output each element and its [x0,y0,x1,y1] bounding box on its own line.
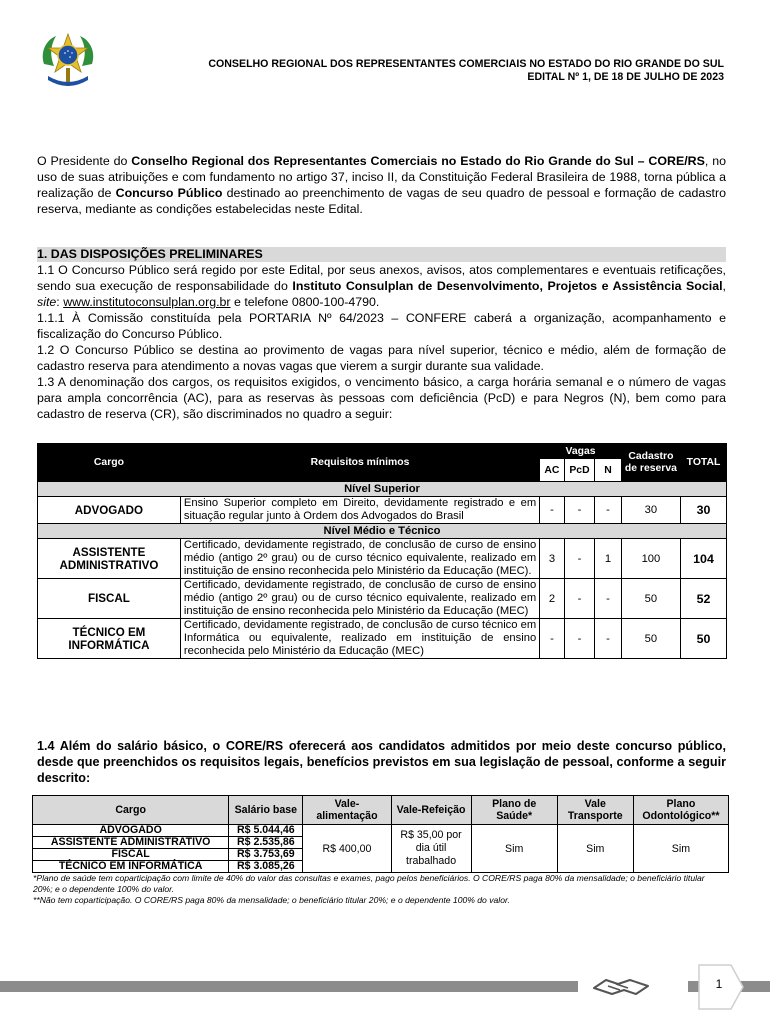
cargo-cell: ADVOGADO [33,825,229,837]
n-cell: - [595,497,622,524]
benefits-table [32,795,729,873]
footnote-dental: **Não tem coparticipação. O CORE/RS paga 80% da mensalidade; o beneficiário titular 20%; e o dependente 100% do valor. [33,895,510,905]
section-body [37,262,726,422]
intro-text: O Presidente do [37,154,132,168]
salary-cell: R$ 3.753,69 [229,849,303,861]
paragraph-1-3: 1.3 A denominação dos cargos, os requisitos exigidos, o vencimento básico, a carga horária semanal e o número de vagas para ampla concorrência (AC), para as reservas às pessoas com deficiência (PcD) e para Negros (N), bem como para cadastro de reserva (CR), são discriminados no quadro a seguir: [37,375,726,421]
total-cell: 52 [681,579,727,619]
intro-paragraph [37,153,726,217]
col-vale-refeicao: Vale-Refeição [391,796,471,825]
table-row [38,579,727,619]
table-row [38,539,727,579]
site-label: site [37,295,57,309]
cargo-cell: ASSISTENTE ADMINISTRATIVO [33,837,229,849]
cargo-cell: TÉCNICO EM INFORMÁTICA [33,861,229,873]
document-header [110,58,724,84]
col-pcd: PcD [564,459,595,482]
vt-cell: Sim [557,825,633,873]
odonto-cell: Sim [633,825,728,873]
header-org-name: CONSELHO REGIONAL DOS REPRESENTANTES COMERCIAIS NO ESTADO DO RIO GRANDE DO SUL [208,58,724,70]
col-vale-alimentacao: Vale-alimentação [303,796,391,825]
pcd-cell: - [564,539,595,579]
level-row: Nível Médio e Técnico [38,524,727,539]
total-cell: 104 [681,539,727,579]
col-n: N [595,459,622,482]
total-cell: 50 [681,619,727,659]
cargo-cell: FISCAL [33,849,229,861]
page-number: 1 [715,977,723,991]
table-row [38,497,727,524]
intro-contest: Concurso Público [115,186,223,200]
ac-cell: 3 [540,539,564,579]
cr-cell: 50 [621,579,680,619]
saude-cell: Sim [471,825,557,873]
ac-cell: - [540,619,564,659]
total-cell: 30 [681,497,727,524]
text: 1.1 O Concurso Público será regido por este Edital, por seus anexos, avisos, atos complementares e eventuais retificações, sendo sua execução de responsabilidade do [37,263,726,293]
col-total: TOTAL [681,444,727,482]
cr-cell: 30 [621,497,680,524]
col-plano-saude: Plano de Saúde* [471,796,557,825]
cargo-cell: TÉCNICO EM INFORMÁTICA [38,619,181,659]
va-cell: R$ 400,00 [303,825,391,873]
col-requisitos: Requisitos mínimos [180,444,539,482]
col-vale-transporte: Vale Transporte [557,796,633,825]
req-cell: Certificado, devidamente registrado, de conclusão de curso de ensino médio (antigo 2º grau) ou de curso técnico equivalente, realizado em instituição de ensino reconhecida pelo Ministério da Educação (MEC). [180,539,539,579]
cargo-cell: ASSISTENTE ADMINISTRATIVO [38,539,181,579]
col-salario: Salário base [229,796,303,825]
req-cell: Certificado, devidamente registrado, de conclusão de curso de ensino médio (antigo 2º grau) ou de curso técnico equivalente, realizado em instituição de ensino reconhecida pelo Ministério da Educação (MEC) [180,579,539,619]
col-cargo: Cargo [33,796,229,825]
footnote-health: *Plano de saúde tem coparticipação com limite de 40% do valor das consultas e exames, pago pelos beneficiários. O CORE/RS paga 80% da mensalidade; o beneficiário titular 20%; e o dependente 100% do valor. [33,873,705,894]
ac-cell: - [540,497,564,524]
vr-cell: R$ 35,00 por dia útil trabalhado [391,825,471,873]
cr-cell: 100 [621,539,680,579]
institute-name: Instituto Consulplan de Desenvolvimento, Projetos e Assistência Social [292,279,723,293]
ac-cell: 2 [540,579,564,619]
coat-of-arms-icon [36,30,100,94]
text: , [722,279,726,293]
n-cell: - [595,579,622,619]
intro-text: destinado ao preenchimento de vagas de seu quadro de pessoal e formação de cadastro reserva, mediante as condições estabelecidas neste Edital. [37,186,726,216]
salary-cell: R$ 3.085,26 [229,861,303,873]
positions-table [37,443,727,659]
text: : [56,295,64,309]
section-title: 1. DAS DISPOSIÇÕES PRELIMINARES [37,247,726,262]
footnotes [33,873,726,906]
col-cargo: Cargo [38,444,181,482]
table-row [33,825,729,837]
institute-website-link[interactable]: www.institutoconsulplan.org.br [63,295,231,309]
header-edital-number: EDITAL Nº 1, DE 18 DE JULHO DE 2023 [527,71,724,83]
col-plano-odonto: Plano Odontológico** [633,796,728,825]
n-cell: - [595,619,622,659]
handshake-icon [590,974,652,1000]
col-ac: AC [540,459,564,482]
salary-cell: R$ 5.044,46 [229,825,303,837]
text: e telefone 0800-100-4790. [230,295,380,309]
intro-text: , no uso de suas atribuições e com fundamento no artigo 37, inciso II, da Constituição Federal Brasileira de 1988, torna pública a realização de [37,154,726,200]
req-cell: Certificado, devidamente registrado, de conclusão de curso técnico em Informática ou equivalente, realizado em instituição de ensino reconhecida pelo Ministério da Educação (MEC) [180,619,539,659]
intro-council-name: Conselho Regional dos Representantes Comerciais no Estado do Rio Grande do Sul – CORE/RS [131,154,705,168]
salary-cell: R$ 2.535,86 [229,837,303,849]
cargo-cell: ADVOGADO [38,497,181,524]
paragraph-1-4: 1.4 Além do salário básico, o CORE/RS oferecerá aos candidatos admitidos por meio deste concurso público, desde que preenchidos os requisitos legais, benefícios previstos em sua legislação de pessoal, conforme a seguir descrito: [37,739,726,785]
col-vagas: Vagas [540,444,622,459]
cargo-cell: FISCAL [38,579,181,619]
col-cadastro: Cadastro de reserva [621,444,680,482]
paragraph-1-2: 1.2 O Concurso Público se destina ao provimento de vagas para nível superior, técnico e médio, além de formação de cadastro reserva para atendimento a novas vagas que vierem a surgir durante sua validade. [37,343,726,373]
req-cell: Ensino Superior completo em Direito, devidamente registrado e em situação regular junto à Ordem dos Advogados do Brasil [180,497,539,524]
table-row [38,619,727,659]
pcd-cell: - [564,497,595,524]
pcd-cell: - [564,579,595,619]
paragraph-1-1-1: 1.1.1 À Comissão constituída pela PORTARIA Nº 64/2023 – CONFERE caberá a organização, acompanhamento e fiscalização do Concurso Público. [37,311,726,341]
paragraph-1-1 [37,262,726,310]
cr-cell: 50 [621,619,680,659]
n-cell: 1 [595,539,622,579]
pcd-cell: - [564,619,595,659]
level-row: Nível Superior [38,482,727,497]
